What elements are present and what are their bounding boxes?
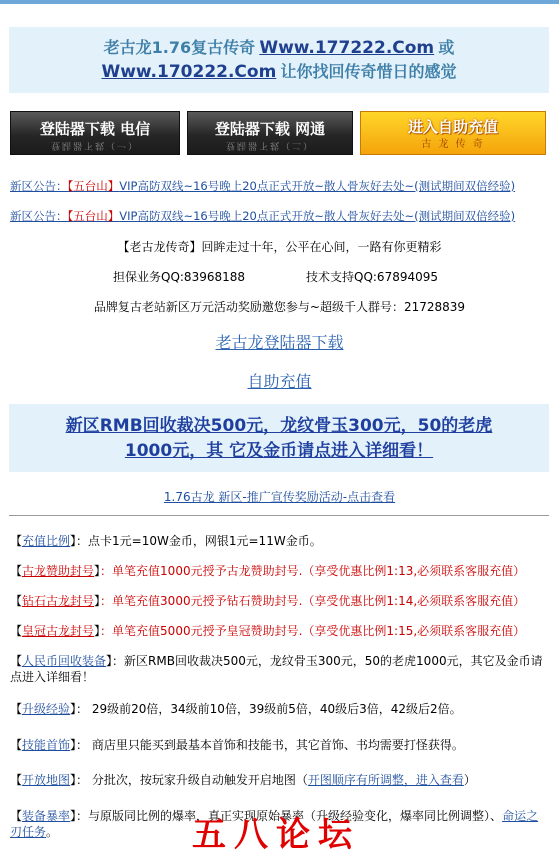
item-title-link[interactable]: 皇冠古龙封号 (22, 624, 95, 638)
list-item-recharge-ratio: 【充值比例】：点卡1元=10W金币，网银1元=11W金币。 (10, 534, 322, 548)
download-telecom-label: 登陆器下载 电信 (39, 120, 151, 138)
item-text: ：单笔充值1000元授予古龙赞助封号.（享受优惠比例1:13,必须联系客服充值） (100, 564, 526, 578)
header-banner (9, 27, 549, 93)
item-tail: 。 (46, 825, 59, 839)
list-item-gulong-title: 【古龙赞助封号】：单笔充值1000元授予古龙赞助封号.（享受优惠比例1:13,必须联系客服充值） (10, 564, 526, 578)
slogan-text: 【老古龙传奇】回眸走过十年，公平在心间，一路有你更精彩 (117, 240, 442, 254)
site-link-177222[interactable]: Www.177222.Com (259, 38, 435, 58)
banner-line-2 (9, 60, 549, 84)
launcher-download-link[interactable]: 老古龙登陆器下载 (215, 333, 344, 352)
item-title-link[interactable]: 开放地图 (22, 773, 71, 787)
rmb-recycle-banner[interactable] (9, 404, 549, 472)
top-border (0, 0, 559, 4)
self-recharge-link[interactable]: 自助充值 (247, 372, 312, 391)
download-netcom-reflection: 登陆器下载（二） (225, 140, 314, 150)
item-title-link[interactable]: 装备暴率 (22, 809, 71, 823)
notice-area: 【五台山】 (67, 179, 120, 193)
download-netcom-label: 登陆器下载 网通 (214, 120, 326, 138)
item-title-link[interactable]: 升级经验 (22, 702, 71, 716)
banner-or: 或 (438, 38, 455, 57)
rmb-line-1: 新区RMB回收裁决500元，龙纹骨玉300元，50的老虎 (65, 416, 493, 436)
business-qq: 担保业务QQ:83968188 (113, 270, 246, 284)
list-item-rmb-recycle: 【人民币回收装备】：新区RMB回收裁决500元，龙纹骨玉300元，50的老虎1000元，其它及金币请点进入详细看！ (10, 654, 543, 684)
map-order-link[interactable]: 开图顺序有所调整，进入查看 (307, 773, 464, 787)
promo-activity-link[interactable]: 1.76古龙 新区-推广宣传奖励活动-点击查看 (163, 490, 396, 504)
notice-prefix: 新区公告： (10, 209, 68, 223)
divider (9, 515, 549, 516)
support-qq: 技术支持QQ:67894095 (306, 270, 439, 284)
list-item-drop-rate: 【装备暴率】：与原版同比例的爆率，真正实现原始暴率（升级经验变化，爆率同比例调整）、命运之刃任务。 (10, 809, 539, 839)
list-item-diamond-title: 【钻石古龙封号】：单笔充值3000元授予钻石赞助封号.（享受优惠比例1:14,必须联系客服充值） (10, 594, 526, 608)
group-number-text: 品牌复古老站新区万元活动奖励邀您参与~超级千人群号：21728839 (93, 300, 466, 314)
notice-link-1[interactable] (10, 178, 515, 194)
item-text: ：单笔充值5000元授予皇冠赞助封号.（享受优惠比例1:15,必须联系客服充值） (100, 624, 526, 638)
site-link-170222[interactable]: Www.170222.Com (101, 62, 277, 82)
item-tail: ） (463, 773, 476, 787)
list-item-crown-title: 【皇冠古龙封号】：单笔充值5000元授予皇冠赞助封号.（享受优惠比例1:15,必须联系客服充值） (10, 624, 526, 638)
item-title-link[interactable]: 古龙赞助封号 (22, 564, 95, 578)
item-text: ： 分批次，按玩家升级自动触发开启地图（ (76, 773, 308, 787)
notice-area: 【五台山】 (67, 209, 120, 223)
notice-prefix: 新区公告： (10, 179, 68, 193)
download-telecom-reflection: 登陆器下载（一） (50, 140, 139, 150)
notice-link-2[interactable] (10, 208, 515, 224)
rmb-line-2: 1000元，其 它及金币请点进入详细看！ (124, 441, 434, 461)
download-netcom-button[interactable] (187, 111, 353, 155)
banner-title: 老古龙1.76复古传奇 (103, 38, 256, 57)
banner-slogan: 让你找回传奇惜日的感觉 (280, 62, 457, 81)
item-title-link[interactable]: 人民币回收装备 (22, 654, 107, 668)
item-title-link[interactable]: 钻石古龙封号 (22, 594, 95, 608)
list-item-skills-jewelry: 【技能首饰】： 商店里只能买到最基本首饰和技能书，其它首饰、书均需要打怪获得。 (10, 738, 464, 752)
download-telecom-button[interactable] (10, 111, 180, 155)
recharge-sub-label: 古 龙 传 奇 (421, 139, 485, 150)
list-item-level-exp: 【升级经验】： 29级前20倍，34级前10倍，39级前5倍，40级后3倍，42级后2倍。 (10, 702, 462, 716)
item-text: ：点卡1元=10W金币，网银1元=11W金币。 (76, 534, 322, 548)
item-text: ：新区RMB回收裁决500元，龙纹骨玉300元，50的老虎1000元，其它及金币请点进入详细看！ (10, 654, 543, 684)
item-text: ：与原版同比例的爆率，真正实现原始暴率（升级经验变化，爆率同比例调整）、 (76, 809, 503, 823)
destiny-blade-quest-link[interactable]: 命运之刃任务 (10, 809, 539, 839)
notice-text: VIP高防双线~16号晚上20点正式开放~散人骨灰好去处~(测试期间双倍经验) (119, 209, 516, 223)
list-item-open-maps: 【开放地图】： 分批次，按玩家升级自动触发开启地图（开图顺序有所调整，进入查看） (10, 773, 476, 787)
item-text: ： 商店里只能买到最基本首饰和技能书，其它首饰、书均需要打怪获得。 (76, 738, 464, 752)
item-text: ：单笔充值3000元授予钻石赞助封号.（享受优惠比例1:14,必须联系客服充值） (100, 594, 526, 608)
recharge-button[interactable] (360, 111, 546, 155)
forum-watermark: 五八论坛 (192, 815, 360, 855)
item-title-link[interactable]: 技能首饰 (22, 738, 71, 752)
banner-line-1 (9, 36, 549, 60)
recharge-label: 进入自助充值 (407, 118, 498, 136)
notice-text: VIP高防双线~16号晚上20点正式开放~散人骨灰好去处~(测试期间双倍经验) (119, 179, 516, 193)
item-title-link[interactable]: 充值比例 (22, 534, 71, 548)
item-text: ： 29级前20倍，34级前10倍，39级前5倍，40级后3倍，42级后2倍。 (76, 702, 462, 716)
